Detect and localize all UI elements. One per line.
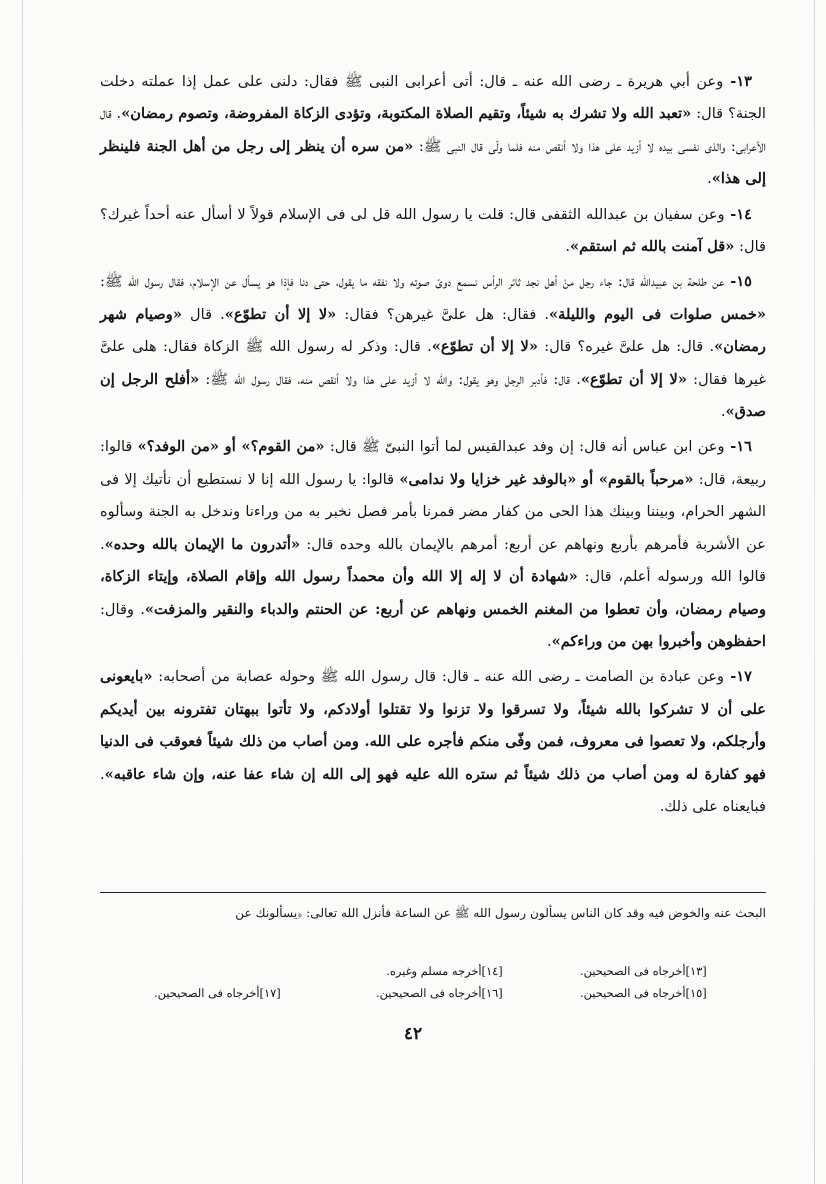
hadith-quote: «بايعونى على أن لا تشركوا بالله شيئاً، ولا تسرقوا ولا تزنوا ولا تقتلوا أولادكم، ولا تأتوا ببهتان تفترونه بين أيديكم وأرجلكم، ولا تعصوا فى معروف، فمن وفّى منكم فأجره على الله. ومن أصاب من ذلك شيئاً فعوقب فى الدنيا فهو كفارة له ومن أصاب من ذلك شيئاً ثم ستره الله عليه فهو إلى الله إن شاء عفا عنه، وإن شاء عاقبه»: [100, 668, 766, 783]
hadith-quote: «قل آمنت بالله ثم استقم»: [570, 238, 735, 256]
hadith-narration: وعن عبادة بن الصامت ـ رضى الله عنه ـ قال: قال رسول الله ﷺ وحوله عصابة من أصحابه:: [152, 668, 725, 686]
hadith-narration: . فبايعناه على ذلك.: [100, 765, 766, 815]
refs-column-middle: [376, 960, 503, 1004]
ref-14: [١٤]أخرجه مسلم وغيره.: [386, 964, 503, 978]
hadith-narration: .: [546, 632, 552, 650]
hadith-narration: قالوا: ربيعة، قال:: [100, 438, 766, 488]
hadith-paragraph: [100, 199, 766, 264]
hadith-narration: قالوا: يا رسول الله إنا لا نستطيع أن نأتيك إلا فى الشهر الحرام، وبيننا وبينك هذا الحى من كفار مضر فمرنا بأمر فصل نخبر به من وراءنا وندخل به الجنة وسألوه عن الأشربة فأمرهم بأربع ونهاهم عن أربع: أمرهم بالإيمان بالله وحده قال:: [100, 470, 766, 553]
hadith-number: ١٧-: [724, 668, 753, 686]
hadith-narration: . وقال:: [100, 600, 145, 618]
hadith-number: ١٣-: [723, 73, 752, 90]
hadith-quote: «من القوم؟» أو «من الوفد؟»: [137, 438, 325, 456]
hadith-narration: .: [720, 403, 726, 421]
refs-column-left: [154, 982, 281, 1004]
hadith-narration: .: [707, 170, 712, 188]
hadith-quote: «من سره أن ينظر إلى رجل من أهل الجنة فلينظر إلى هذا»: [100, 137, 766, 188]
ref-15: [١٥]أخرجاه فى الصحيحين.: [580, 986, 707, 1000]
hadith-narration: وعن سفيان بن عبدالله الثقفى قال: قلت يا رسول الله قل لى فى الإسلام قولاً لا أسأل عنه أحداً غيرك؟ قال:: [100, 205, 766, 256]
hadith-narration: وعن أبي هريرة ـ رضى الله عنه ـ قال: أتى أعرابى النبى ﷺ فقال: دلنى على عمل إذا عملته دخلت الجنة؟ قال:: [100, 73, 766, 123]
hadith-paragraph: [100, 431, 766, 658]
hadith-quote: «شهادة أن لا إله إلا الله وأن محمداً رسول الله وإقام الصلاة، وإيتاء الزكاة، وصيام رمضان، وأن تعطوا من المغنم الخمس ونهاهم عن أربع: عن الحنتم والدباء والنقير والمزفت»: [100, 568, 766, 618]
hadith-narration: . قال: فأدبر الرجل وهو يقول: والله لا أزيد على هذا ولا أنقص منه، فقال رسول الله ﷺ:: [199, 370, 581, 388]
hadith-quote: «لا إلا أن تطوّع»: [431, 338, 538, 356]
hadith-number: ١٦-: [724, 438, 753, 456]
hadith-quote: «أفلح الرجل إن صدق»: [100, 370, 766, 421]
ref-16: [١٦]أخرجاه فى الصحيحين.: [376, 986, 503, 1000]
hadith-narration: . قال الأعرابى: والذى نفسى بيده لا أزيد على هذا ولا أنقص منه فلما ولّى قال النبى ﷺ:: [100, 105, 767, 155]
hadith-quote: «مرحباً بالقوم» أو «بالوفد غير خزايا ولا ندامى»: [399, 470, 694, 488]
hadith-narration: . قال: هل علىَّ غيره؟ قال:: [537, 338, 715, 356]
footnote-continuation: البحث عنه والخوض فيه وقد كان الناس يسألون رسول الله ﷺ عن الساعة فأنزل الله تعالى: ﴿يسألونك عن: [235, 906, 766, 920]
hadith-narration: وعن ابن عباس أنه قال: إن وفد عبدالقيس لما أتوا النبىّ ﷺ قال:: [324, 438, 725, 456]
scan-edge-left: [22, 0, 23, 1184]
hadith-paragraph: [100, 66, 766, 196]
hadith-quote: «لا إلا أن تطوّع»: [580, 370, 687, 388]
refs-column-right: [580, 960, 707, 1004]
hadith-narration: . قال: وذكر له رسول الله ﷺ الزكاة فقال: هلى علىَّ غيرها فقال:: [100, 338, 766, 388]
hadith-quote: «أتدرون ما الإيمان بالله وحده»: [104, 535, 301, 553]
hadith-quote: احفظوهن وأخبروا بهن من وراءكم»: [551, 632, 766, 650]
hadith-quote: «وصيام شهر رمضان»: [100, 305, 766, 356]
hadith-quote: «لا إلا أن تطوّع»: [224, 305, 337, 323]
hadith-narration: عن طلحة بن عبيدالله قال: جاء رجل منْ أهل نجد ثائر الرأس نسمع دوىّ صوته ولا نفقه ما يقول، حتى دنا فإذا هو يسأل عن الإسلام، فقال رسول الله ﷺ:: [100, 273, 725, 291]
hadith-paragraph: [100, 661, 766, 823]
hadith-number: ١٤-: [724, 205, 752, 223]
hadith-number: ١٥-: [724, 273, 752, 291]
hadith-narration: . فقال: هل علىَّ غيرهن؟ فقال:: [336, 305, 550, 323]
page-number: ٤٢: [403, 1024, 423, 1044]
ref-17: [١٧]أخرجاه فى الصحيحين.: [154, 986, 281, 1000]
hadith-narration: . قالوا الله ورسوله أعلم، قال:: [100, 535, 766, 586]
hadith-narration: . قال: [181, 305, 225, 323]
ref-13: [١٣]أخرجاه فى الصحيحين.: [580, 964, 707, 978]
hadith-quote: «تعبد الله ولا تشرك به شيئاً، وتقيم الصلاة المكتوبة، وتؤدى الزكاة المفروضة، وتصوم رمضان»: [121, 105, 692, 123]
hadith-text-body: [100, 66, 766, 826]
hadith-paragraph: [100, 266, 766, 428]
scan-edge-right: [814, 0, 815, 1184]
hadith-quote: «خمس صلوات فى اليوم والليلة»: [549, 305, 766, 323]
hadith-narration: .: [565, 238, 571, 256]
footnote-separator: [100, 892, 766, 893]
